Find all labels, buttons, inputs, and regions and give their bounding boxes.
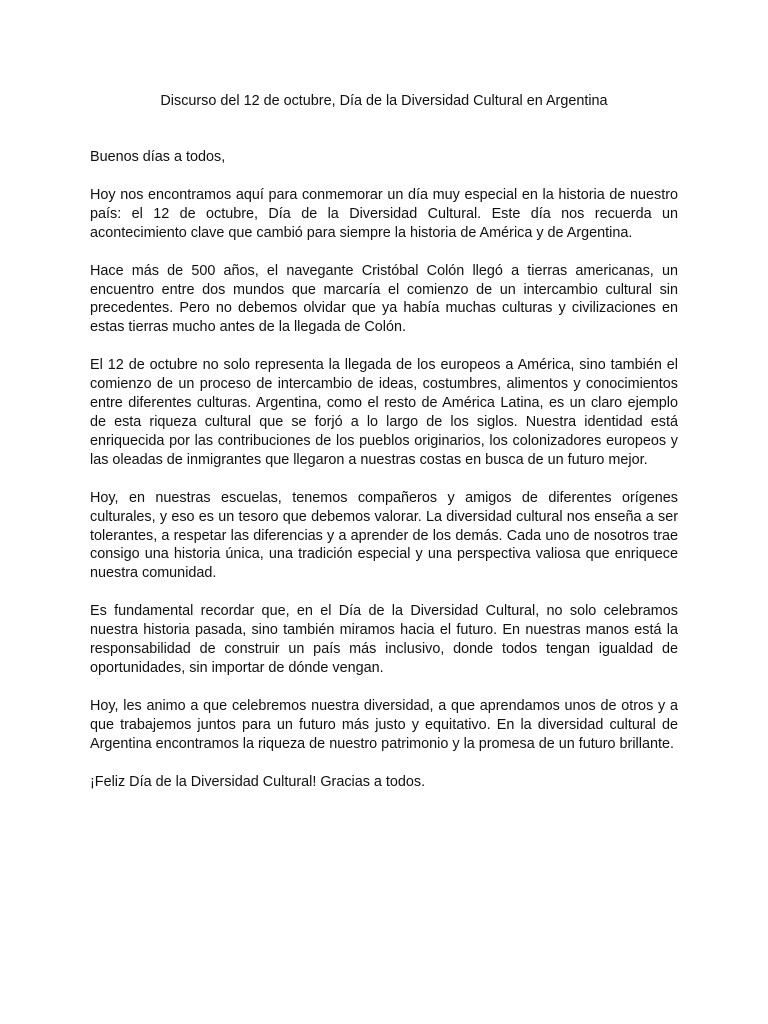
greeting: Buenos días a todos, (90, 149, 226, 165)
paragraph-3: El 12 de octubre no solo representa la llegada de los europeos a América, sino también el comienzo de un proceso de intercambio de ideas, costumbres, alimentos y conocimientos entre diferentes culturas. Argentina, como el resto de América Latina, es un claro ejemplo de esta riqueza cultural que se forjó a lo largo de los siglos. Nuestra identidad está enriquecida por las contribuciones de los pueblos originarios, los colonizadores europeos y las oleadas de inmigrantes que llegaron a nuestras costas en busca de un futuro mejor. (90, 357, 678, 468)
paragraph-1: Hoy nos encontramos aquí para conmemorar un día muy especial en la historia de nuestro país: el 12 de octubre, Día de la Diversidad Cultural. Este día nos recuerda un acontecimiento clave que cambió para siempre la historia de América y de Argentina. (90, 186, 678, 241)
paragraph-2: Hace más de 500 años, el navegante Cristóbal Colón llegó a tierras americanas, un encuentro entre dos mundos que marcaría el comienzo de un intercambio cultural sin precedentes. Pero no debemos olvidar que ya había muchas culturas y civilizaciones en estas tierras mucho antes de la llegada de Colón. (90, 262, 678, 336)
paragraph-6: Hoy, les animo a que celebremos nuestra diversidad, a que aprendamos unos de otros y a que trabajemos juntos para un futuro más justo y equitativo. En la diversidad cultural de Argentina encontramos la riqueza de nuestro patrimonio y la promesa de un futuro brillante. (90, 697, 678, 752)
paragraph-5: Es fundamental recordar que, en el Día de la Diversidad Cultural, no solo celebramos nuestra historia pasada, sino también miramos hacia el futuro. En nuestras manos está la responsabilidad de construir un país más inclusivo, donde todos tengan igualdad de oportunidades, sin importar de dónde vengan. (90, 603, 678, 676)
document-title: Discurso del 12 de octubre, Día de la Diversidad Cultural en Argentina (160, 93, 608, 109)
closing: ¡Feliz Día de la Diversidad Cultural! Gracias a todos. (90, 773, 426, 790)
document-body (90, 148, 678, 810)
paragraph-4: Hoy, en nuestras escuelas, tenemos compañeros y amigos de diferentes orígenes culturales, y eso es un tesoro que debemos valorar. La diversidad cultural nos enseña a ser tolerantes, a respetar las diferencias y a aprender de los demás. Cada uno de nosotros trae consigo una historia única, una tradición especial y una perspectiva valiosa que enriquece nuestra comunidad. (90, 489, 678, 582)
